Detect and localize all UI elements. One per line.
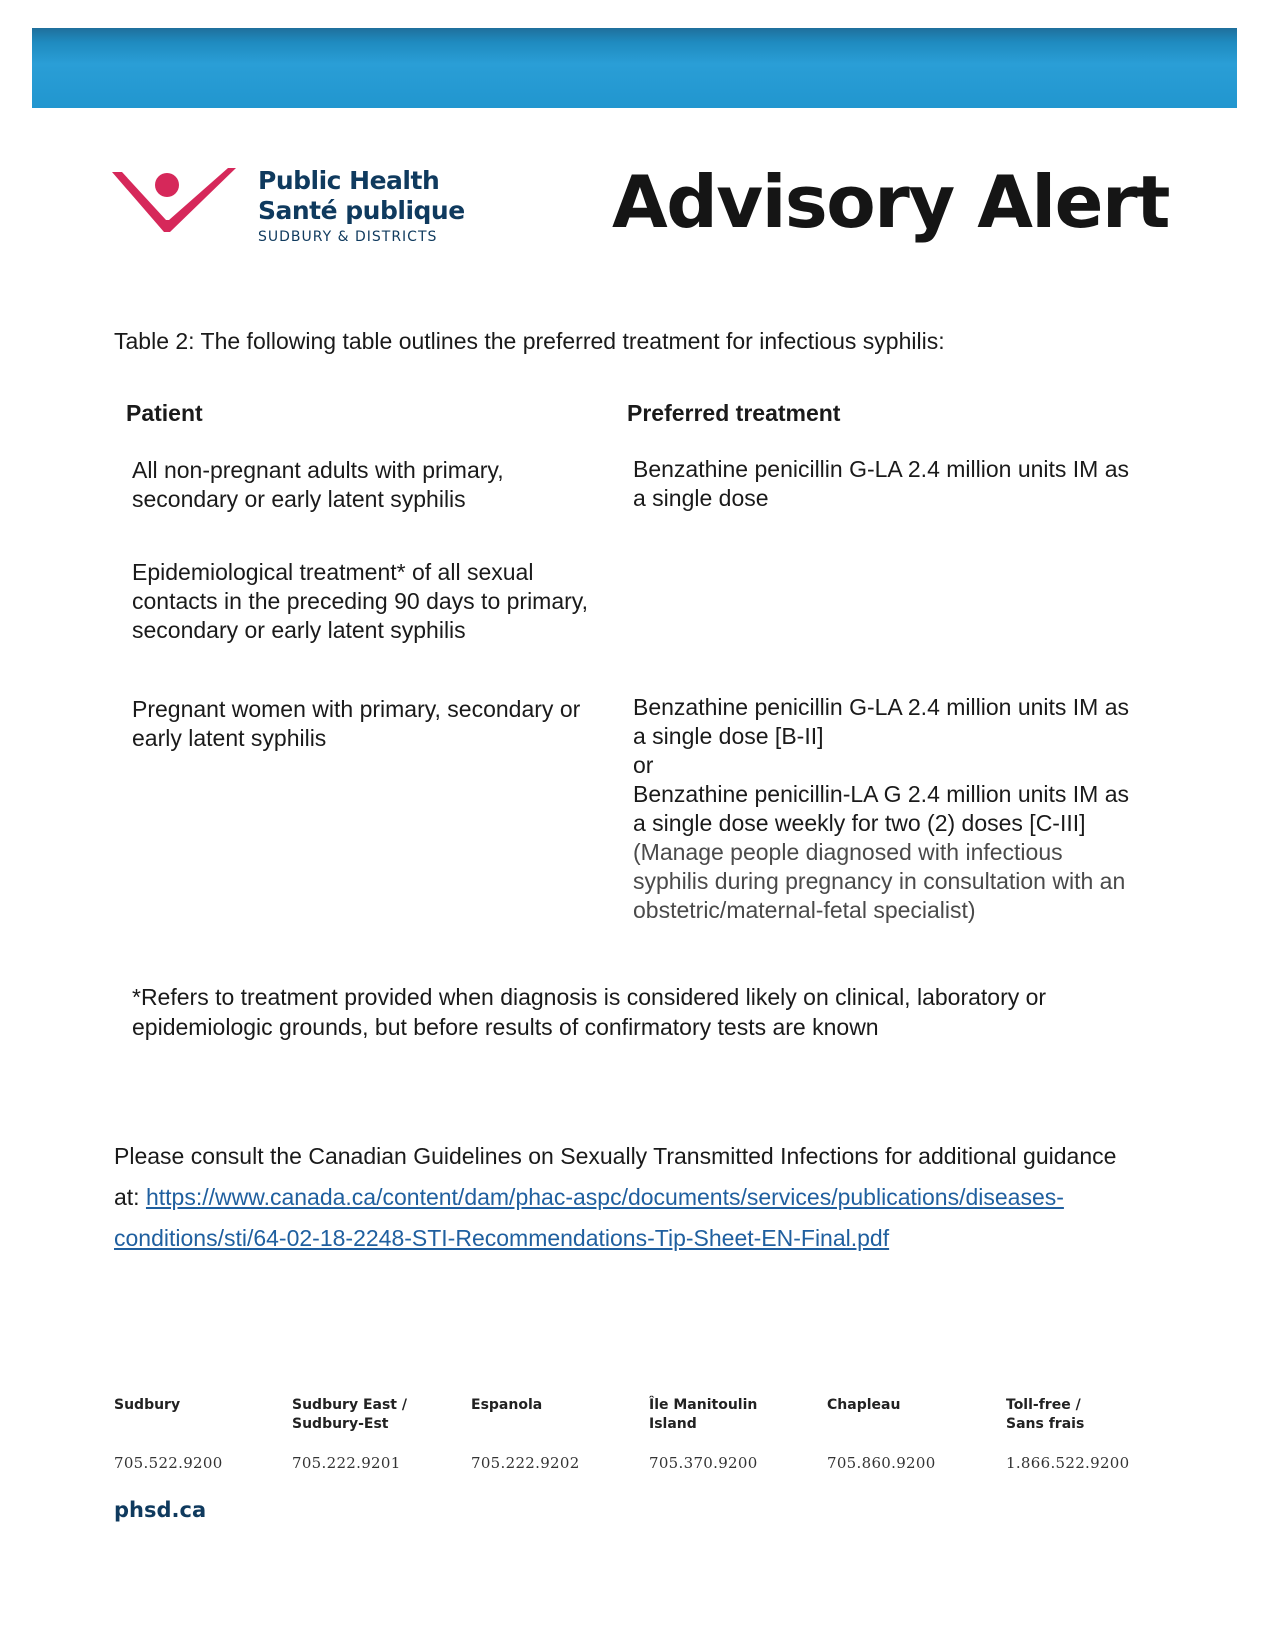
office-phone: 705.522.9200	[114, 1454, 223, 1472]
office-name: Chapleau	[827, 1397, 901, 1413]
guidelines-link[interactable]: https://www.canada.ca/content/dam/phac-aspc/documents/services/publications/diseases-conditions/sti/64-02-18-2248-STI-Recommendations-Tip-Sheet-EN-Final.pdf	[114, 1184, 1064, 1251]
table-row-1-treatment: Benzathine penicillin G-LA 2.4 million units IM as a single dose	[633, 456, 1130, 511]
office-name: Espanola	[471, 1397, 543, 1413]
table-row-3-patient: Pregnant women with primary, secondary or early latent syphilis	[132, 696, 581, 751]
consult-paragraph	[114, 1136, 1124, 1259]
office-contacts	[114, 1396, 1174, 1486]
office-chapleau	[827, 1396, 997, 1472]
treatment-option-2: Benzathine penicillin-LA G 2.4 million units IM as a single dose weekly for two (2) doses [C-III]	[633, 781, 1130, 836]
brand-name-fr: Santé publique	[258, 196, 465, 225]
office-phone: 705.370.9200	[649, 1454, 758, 1472]
office-manitoulin	[649, 1396, 769, 1472]
public-health-logo-icon	[112, 168, 236, 244]
office-name: Sudbury East / Sudbury-Est	[292, 1397, 407, 1432]
office-sudbury-east	[292, 1396, 442, 1472]
office-name: Toll-free / Sans frais	[1006, 1397, 1085, 1432]
website-link[interactable]: phsd.ca	[114, 1498, 207, 1522]
office-toll-free	[1006, 1396, 1130, 1472]
table-row-2-patient: Epidemiological treatment* of all sexual contacts in the preceding 90 days to primary, secondary or early latent syphilis	[132, 559, 588, 643]
office-name: Île Manitoulin Island	[649, 1397, 758, 1432]
office-name: Sudbury	[114, 1397, 181, 1413]
page-title: Advisory Alert	[612, 160, 1169, 244]
table-footnote: *Refers to treatment provided when diagnosis is considered likely on clinical, laboratory or epidemiologic grounds, but before results of confirmatory tests are known	[132, 984, 1047, 1040]
table-row-3-treatment	[633, 693, 1133, 925]
column-header-treatment: Preferred treatment	[627, 400, 841, 426]
table-row-1-patient: All non-pregnant adults with primary, secondary or early latent syphilis	[132, 457, 504, 512]
brand-wordmark	[258, 166, 465, 245]
office-sudbury	[114, 1396, 284, 1472]
treatment-note: (Manage people diagnosed with infectious syphilis during pregnancy in consultation with an obstetric/maternal-fetal specialist)	[633, 839, 1126, 923]
treatment-option-1: Benzathine penicillin G-LA 2.4 million units IM as a single dose [B-II]	[633, 694, 1130, 749]
office-phone: 705.222.9202	[471, 1454, 580, 1472]
office-espanola	[471, 1396, 641, 1472]
brand-region: SUDBURY & DISTRICTS	[258, 229, 438, 245]
table-caption: Table 2: The following table outlines the preferred treatment for infectious syphilis:	[114, 328, 945, 354]
office-phone: 705.222.9201	[292, 1454, 401, 1472]
column-header-patient: Patient	[126, 400, 203, 426]
office-phone: 1.866.522.9200	[1006, 1454, 1130, 1472]
header-color-bar	[32, 28, 1237, 108]
office-phone: 705.860.9200	[827, 1454, 936, 1472]
treatment-or: or	[633, 752, 654, 778]
brand-name-en: Public Health	[258, 166, 440, 195]
consult-text: Please consult the Canadian Guidelines on Sexually Transmitted Infections for additional guidance at:	[114, 1143, 1117, 1210]
